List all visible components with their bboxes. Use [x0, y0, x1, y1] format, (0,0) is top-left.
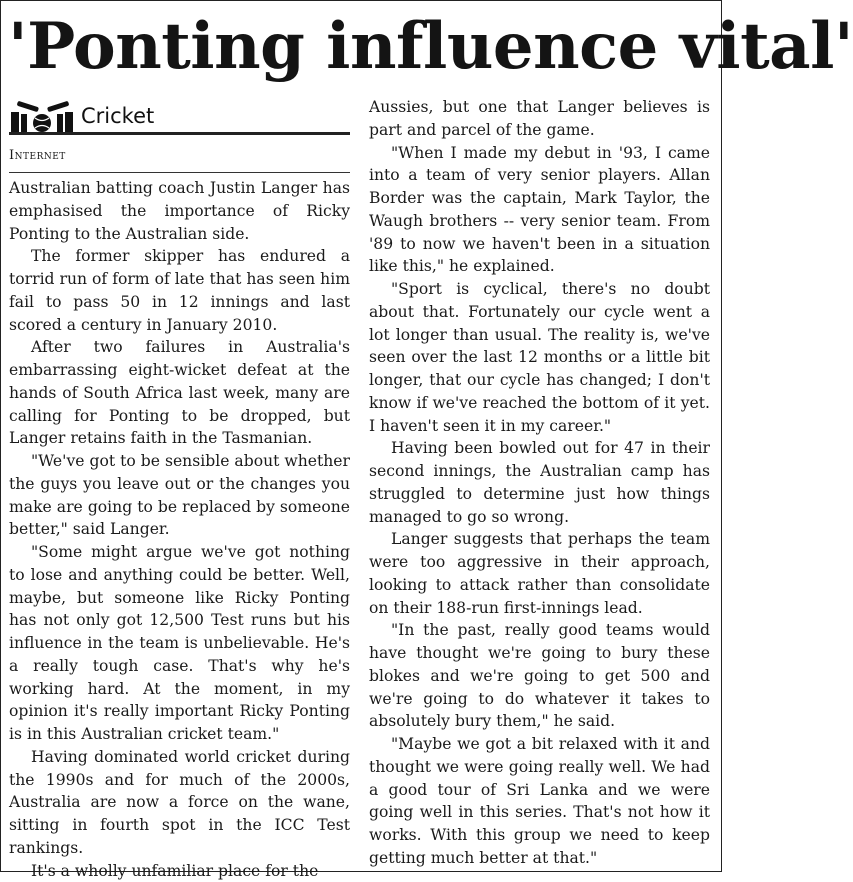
section-label: Cricket [81, 102, 154, 130]
paragraph: It's a wholly unfamiliar place for the [9, 860, 350, 882]
paragraph: "Sport is cyclical, there's no doubt about that. Fortunately our cycle went a lot longer than usual. The reality is, we've seen over the last 12 months or a little bit longer, that our cycle has changed; I don't know if we've reached the bottom of it yet. I haven't seen it in my career." [369, 278, 710, 437]
right-column [369, 96, 710, 870]
paragraph: "In the past, really good teams would have thought we're going to bury these blokes and we're going to get 500 and we're going to do whatever it takes to absolutely bury them," he said. [369, 619, 710, 733]
paragraph: Langer suggests that perhaps the team were too aggressive in their approach, looking to attack rather than consolidate on their 188-run first-innings lead. [369, 528, 710, 619]
paragraph: "We've got to be sensible about whether the guys you leave out or the changes you make are going to be replaced by someone better," said Langer. [9, 450, 350, 541]
paragraph: Having dominated world cricket during the 1990s and for much of the 2000s, Australia are now a force on the wane, sitting in fourth spot in the ICC Test rankings. [9, 746, 350, 860]
paragraph: "Some might argue we've got nothing to lose and anything could be better. Well, maybe, but someone like Ricky Ponting has not only got 12,500 Test runs but his influence in the team is unbelievable. He's a really tough case. That's why he's working hard. At the moment, in my opinion it's really important Ricky Ponting is in this Australian cricket team." [9, 541, 350, 746]
paragraph: Having been bowled out for 47 in their second innings, the Australian camp has struggled to determine just how things managed to go so wrong. [369, 437, 710, 528]
paragraph: After two failures in Australia's embarrassing eight-wicket defeat at the hands of South Africa last week, many are calling for Ponting to be dropped, but Langer retains faith in the Tasmanian. [9, 336, 350, 450]
paragraph: Aussies, but one that Langer believes is part and parcel of the game. [369, 96, 710, 142]
paragraph: "When I made my debut in '93, I came into a team of very senior players. Allan Border was the captain, Mark Taylor, the Waugh brothers -- very senior team. From '89 to now we haven't been in a situation like this," he explained. [369, 142, 710, 279]
paragraph: Australian batting coach Justin Langer has emphasised the importance of Ricky Ponting to the Australian side. [9, 177, 350, 245]
section-tag [9, 96, 350, 135]
headline: 'Ponting influence vital' [8, 4, 714, 90]
paragraph: "Maybe we got a bit relaxed with it and thought we were going really well. We had a good tour of Sri Lanka and we were going well in this series. That's not how it works. With this group we need to keep getting much better at that." [369, 733, 710, 870]
left-column [9, 96, 350, 882]
byline: Internet [9, 145, 350, 173]
paragraph: The former skipper has endured a torrid run of form of late that has seen him fail to pass 50 in 12 innings and last scored a century in January 2010. [9, 245, 350, 336]
cricket-bat-ball-icon [11, 104, 75, 132]
